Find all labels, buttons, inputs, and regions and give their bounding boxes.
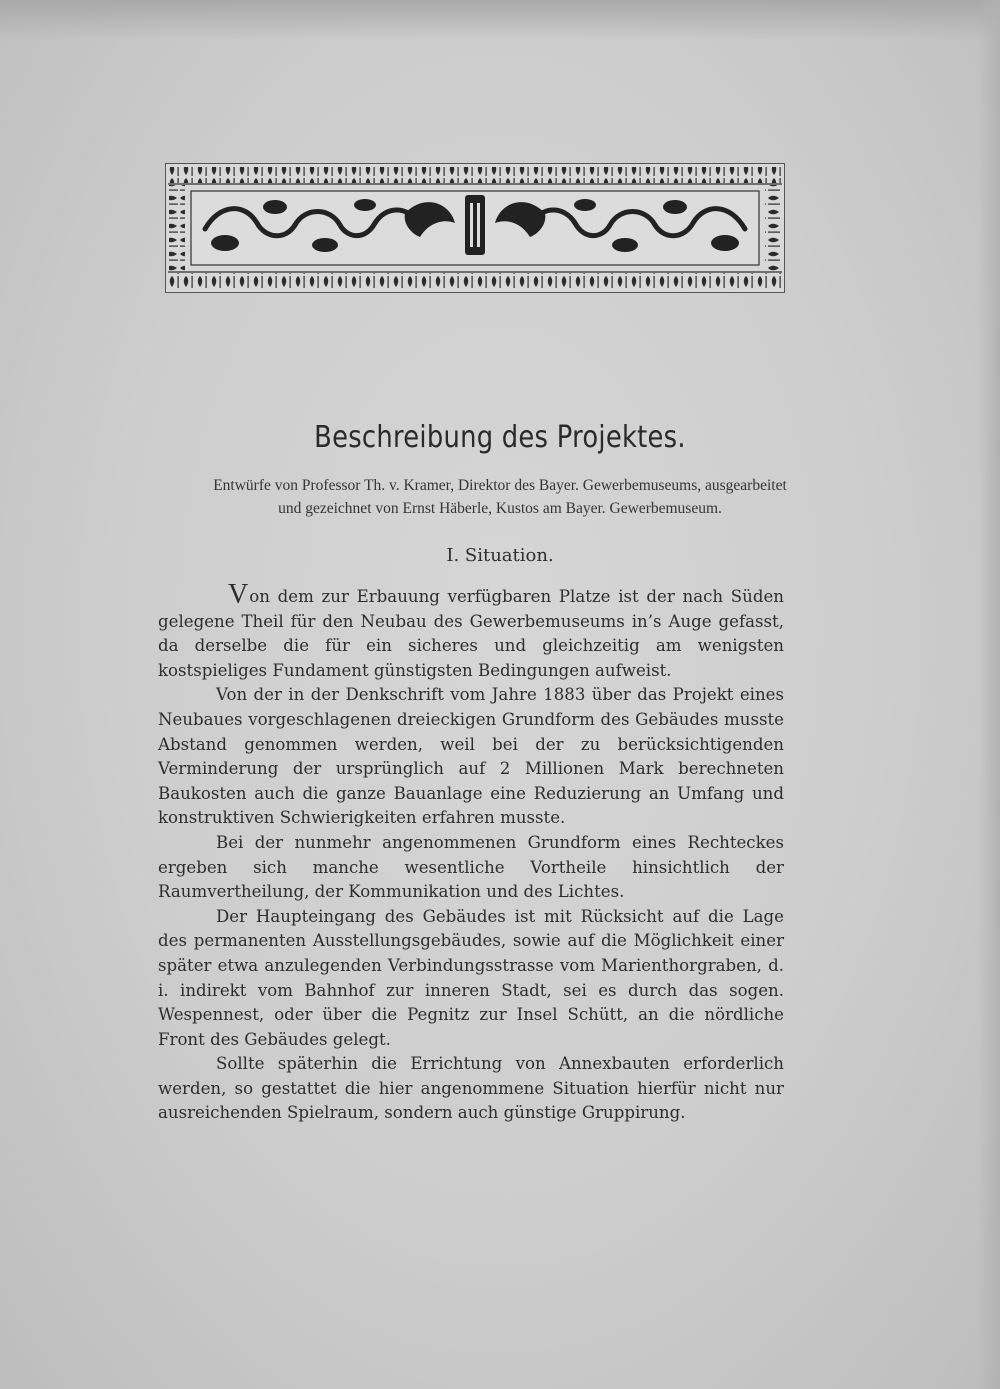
page-edge-shadow (0, 0, 1000, 40)
drop-cap: V (228, 579, 249, 610)
paragraph-2: Von der in der Denkschrift vom Jahre 1883 über das Projekt eines Neubaues vorgeschlagenen dreieckigen Grundform des Gebäudes musste Abstand genommen werden, weil bei der zu berücksichtigenden Verminderung der ursprünglich auf 2 Millionen Mark berechneten Baukosten auch die ganze Bauanlage eine Reduzierung an Umfang und konstruktiven Schwierigkeiten erfahren musste. (158, 685, 784, 828)
ornamental-header-band (165, 163, 785, 293)
body-text (158, 579, 784, 1126)
paragraph-5: Sollte späterhin die Errichtung von Annexbauten erforderlich werden, so gestattet die hier angenommene Situation hierfür nicht nur ausreichenden Spielraum, sondern auch günstige Gruppirung. (158, 1054, 784, 1123)
subtitle-line-1: Entwürfe von Professor Th. v. Kramer, Direktor des Bayer. Gewerbemuseums, ausgearbeitet (213, 477, 787, 494)
page-edge-shadow-right (978, 0, 1000, 1389)
paragraph-1 (158, 579, 784, 683)
paragraph-4: Der Haupteingang des Gebäudes ist mit Rücksicht auf die Lage des permanenten Ausstellungsgebäudes, sowie auf die Möglichkeit einer später etwa anzulegenden Verbindungsstrasse vom Marienthorgraben, d. i. indirekt vom Bahnhof zur inneren Stadt, sei es durch das sogen. Wespennest, oder über die Pegnitz zur Insel Schütt, an die nördliche Front des Gebäudes gelegt. (158, 906, 784, 1049)
paragraph-text: on dem zur Erbauung verfügbaren Platze ist der nach Süden gelegene Theil für den Neubau des Gewerbemuseums in’s Auge gefasst, da derselbe die für ein sicheres und gleichzeitig am wenigsten kostspieliges Fundament günstigsten Bedingungen aufweist. (158, 587, 784, 680)
document-title: Beschreibung des Projektes. (314, 420, 686, 455)
subtitle-line-2: und gezeichnet von Ernst Häberle, Kustos am Bayer. Gewerbemuseum. (278, 500, 722, 517)
paragraph-3: Bei der nunmehr angenommenen Grundform eines Rechteckes ergeben sich manche wesentliche Vortheile hinsichtlich der Raumvertheilung, der Kommunikation und des Lichtes. (158, 832, 784, 902)
section-heading: I. Situation. (446, 545, 554, 566)
